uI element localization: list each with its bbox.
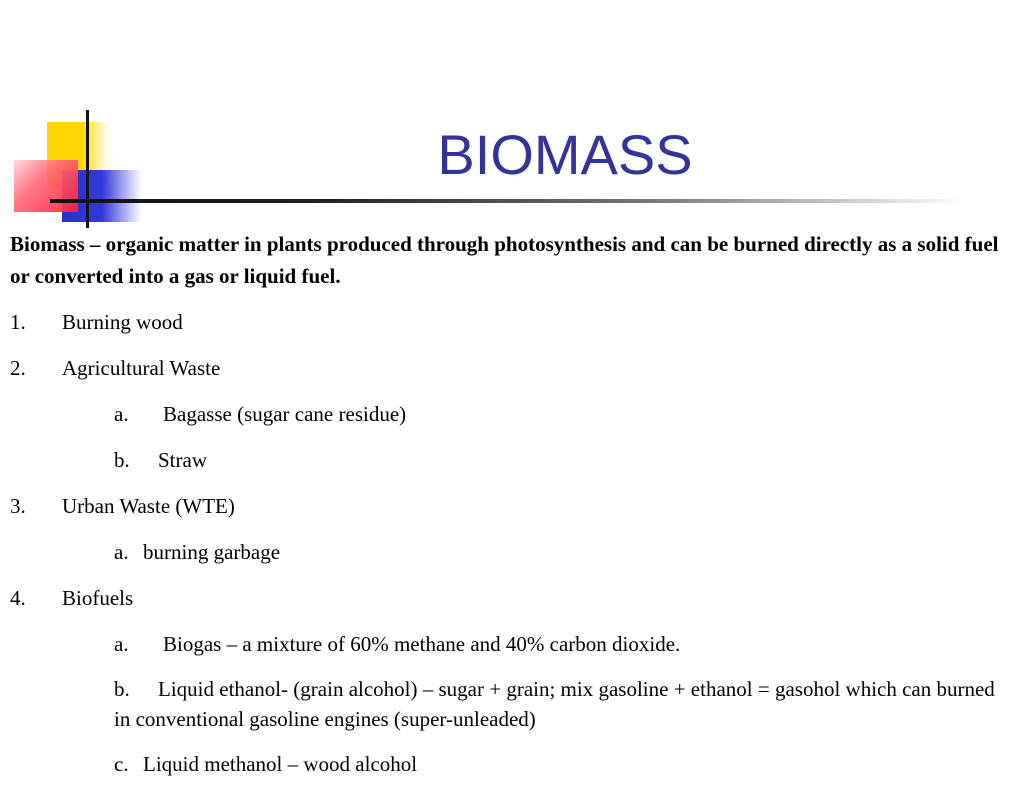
sub-marker: c. — [114, 752, 129, 776]
sub-text: Bagasse (sugar cane residue) — [163, 402, 407, 426]
list-label: Agricultural Waste — [62, 356, 221, 380]
sub-marker: b. — [114, 448, 130, 472]
list-number: 2. — [10, 356, 26, 380]
sub-list-item — [10, 748, 1010, 794]
sub-list-item — [10, 444, 1010, 490]
sub-text: Straw — [158, 448, 207, 472]
sub-text: burning garbage — [143, 540, 281, 564]
title-underline — [50, 199, 970, 203]
list-item — [10, 582, 1010, 628]
list-number: 1. — [10, 310, 26, 334]
sub-text: Biogas – a mixture of 60% methane and 40% carbon dioxide. — [163, 632, 681, 656]
sub-list-item — [10, 398, 1010, 444]
sub-list-item — [10, 536, 1010, 582]
list-number: 3. — [10, 494, 26, 518]
sub-list-item — [10, 674, 1010, 734]
list-number: 4. — [10, 586, 26, 610]
list-item — [10, 490, 1010, 536]
sub-marker: a. — [114, 632, 129, 656]
list-item — [10, 306, 1010, 352]
sub-marker: a. — [114, 402, 129, 426]
sub-list-item — [10, 628, 1010, 674]
slide-title: BIOMASS — [437, 123, 693, 186]
title-decoration — [0, 0, 200, 240]
sub-marker: a. — [114, 540, 129, 564]
list-label: Biofuels — [62, 586, 134, 610]
sub-marker: b. — [114, 677, 130, 701]
list-label: Burning wood — [62, 310, 183, 334]
list-label: Urban Waste (WTE) — [62, 494, 235, 518]
slide-body — [10, 228, 1010, 794]
intro-definition: Biomass – organic matter in plants produced through photosynthesis and can be burned directly as a solid fuel or converted into a gas or liquid fuel. — [10, 232, 999, 288]
red-square-decoration — [14, 160, 78, 212]
sub-text: Liquid methanol – wood alcohol — [143, 752, 418, 776]
vertical-rule — [86, 110, 89, 228]
list-item — [10, 352, 1010, 398]
sub-text: Liquid ethanol- (grain alcohol) – sugar + grain; mix gasoline + ethanol = gasohol which can burned in conventional gasoline engines (super-unleaded) — [114, 677, 995, 731]
